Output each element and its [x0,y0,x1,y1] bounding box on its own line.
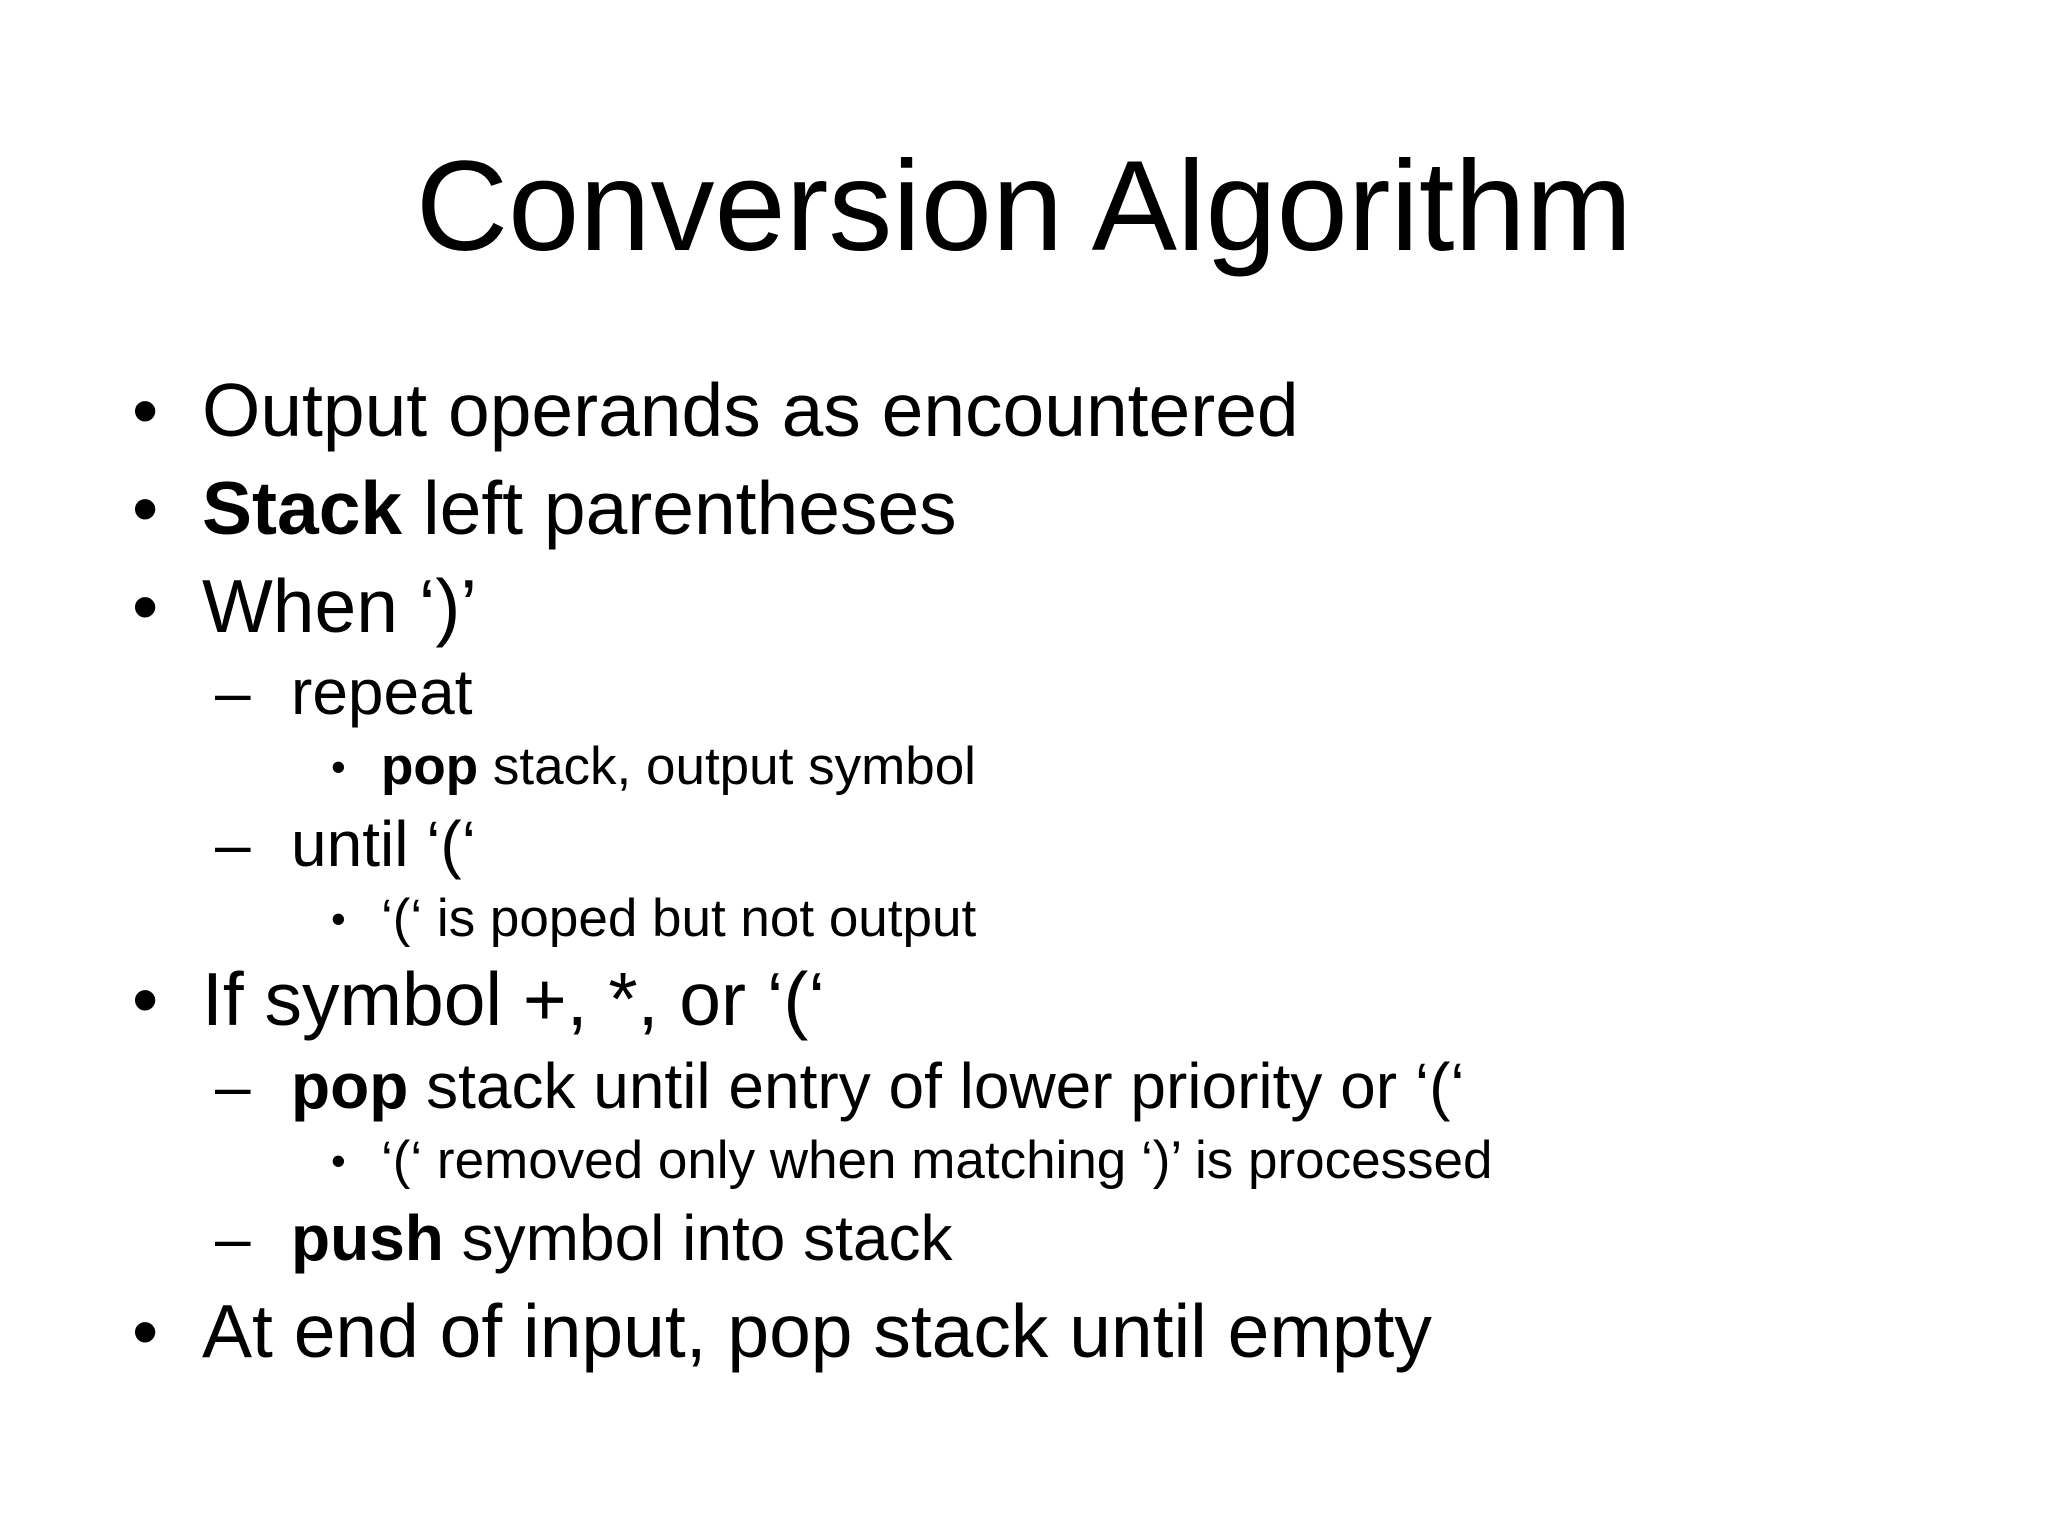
bullet-text: If symbol +, *, or ‘(‘ [202,957,826,1041]
bullet-icon: • [331,1137,346,1184]
subsub-item-text: ‘(‘ is poped but not output [381,889,977,948]
subsub-item-poped-not-output [331,887,977,951]
bullet-item-end-of-input [132,1286,1432,1376]
bullet-text: Output operands as encountered [202,368,1299,452]
sub-item-text: until ‘(‘ [291,808,476,880]
sub-item-until [215,806,476,882]
subsub-item-pop-output [331,735,976,799]
sub-item-repeat [215,654,473,730]
subsub-item-text: stack, output symbol [478,737,976,796]
dash-icon: – [215,808,251,880]
bullet-icon: • [132,957,159,1041]
sub-item-text: symbol into stack [443,1202,953,1274]
subsub-bold-text: pop [381,737,479,796]
subsub-item-removed-when-matching [331,1129,1493,1193]
bullet-item-output-operands [132,365,1299,455]
dash-icon: – [215,1050,251,1122]
bullet-icon: • [331,895,346,942]
bullet-text: left parentheses [402,466,957,550]
sub-item-push-symbol [215,1200,953,1276]
bullet-item-when-close-paren [132,561,478,651]
dash-icon: – [215,1202,251,1274]
sub-item-text: stack until entry of lower priority or ‘(‘ [408,1050,1465,1122]
sub-item-text: repeat [291,656,473,728]
bullet-item-if-symbol [132,954,826,1044]
bullet-icon: • [132,368,159,452]
bullet-item-stack-left-parentheses [132,463,957,553]
bullet-text: At end of input, pop stack until empty [202,1289,1432,1373]
sub-item-bold-text: push [291,1202,444,1274]
bullet-icon: • [132,1289,159,1373]
subsub-item-text: ‘(‘ removed only when matching ‘)’ is processed [381,1131,1493,1190]
bullet-icon: • [132,564,159,648]
sub-item-bold-text: pop [291,1050,409,1122]
bullet-bold-text: Stack [202,466,403,550]
slide-title: Conversion Algorithm [415,135,1633,278]
bullet-text: When ‘)’ [202,564,478,648]
dash-icon: – [215,656,251,728]
sub-item-pop-until-lower-priority [215,1048,1465,1124]
bullet-icon: • [331,743,346,790]
bullet-icon: • [132,466,159,550]
